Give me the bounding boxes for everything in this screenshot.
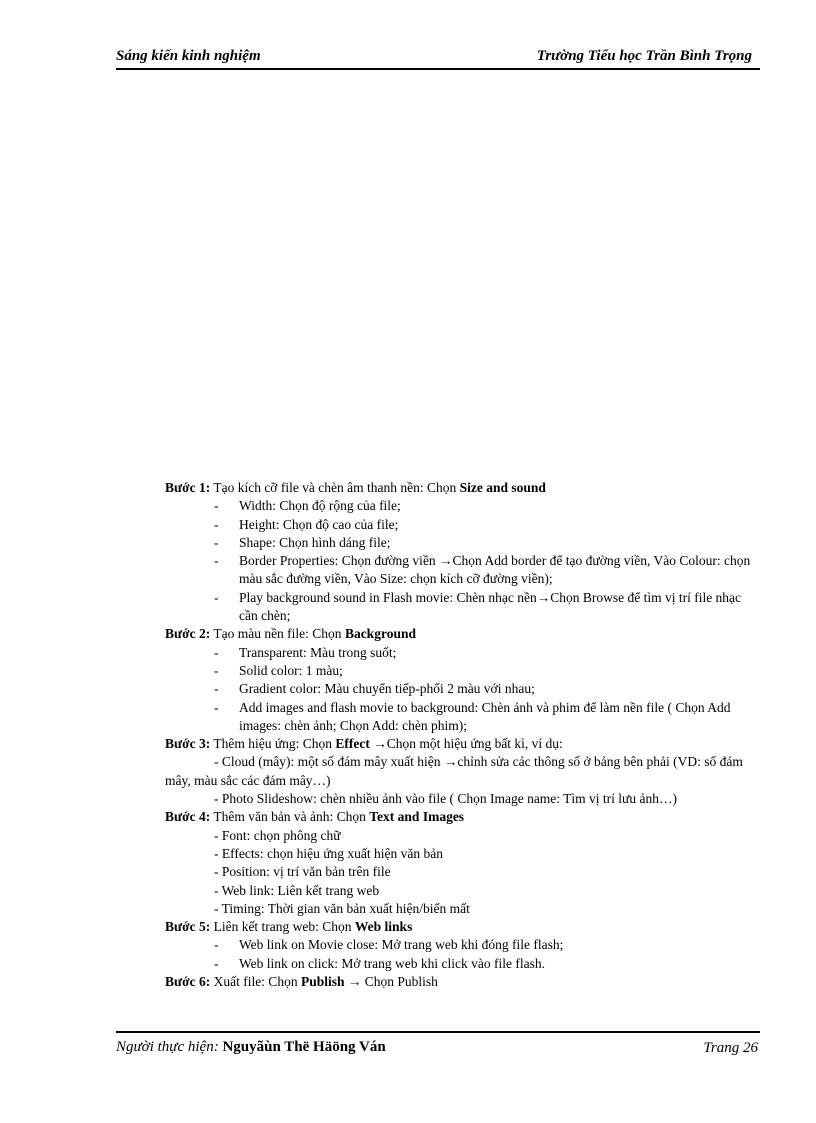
step-text: Thêm văn bản và ảnh: Chọn [210, 809, 370, 825]
list-item: - Transparent: Màu trong suốt; [214, 644, 397, 660]
list-item: - Border Properties: Chọn đường viền →Chọn Add border để tạo đường viền, Vào Colour: chọn màu sắc đường viền, Vào Size: chọn kích cỡ đường viền); [214, 553, 751, 587]
step-keyword: Text and Images [369, 809, 465, 825]
list-item: - Shape: Chọn hình dáng file; [214, 534, 391, 550]
list-item: - Gradient color: Màu chuyển tiếp-phối 2 màu với nhau; [214, 681, 535, 697]
step-text-after: →Chọn một hiệu ứng bất kì, ví dụ: [369, 736, 563, 752]
page-number: Trang 26 [703, 1040, 758, 1056]
step-keyword: Background [344, 626, 416, 642]
step-text: Tạo kích cỡ file và chèn âm thanh nền: Chọn [210, 480, 460, 495]
list-item: - Add images and flash movie to background: Chèn ảnh và phim để làm nền file ( Chọn Add images: chèn ảnh; Chọn Add: chèn phim); [214, 699, 731, 733]
step-text: Liên kết trang web: Chọn [210, 919, 355, 935]
step-keyword: Size and sound [459, 480, 546, 495]
step-6-heading [165, 973, 755, 991]
list-item: - Position: vị trí văn bản trên file [214, 864, 391, 880]
step-3-heading [165, 735, 755, 753]
step-keyword: Publish [300, 974, 345, 990]
list-item: - Timing: Thời gian văn bản xuất hiện/biến mất [214, 900, 470, 916]
list-item: - Solid color: 1 màu; [214, 662, 343, 678]
document-body [165, 479, 755, 991]
step-4-heading [165, 808, 755, 826]
header-divider [116, 68, 760, 70]
step-label: Bước 6: [165, 974, 211, 990]
step-label: Bước 2: [165, 626, 211, 642]
step-3-slideshow: - Photo Slideshow: chèn nhiều ảnh vào file ( Chọn Image name: Tìm vị trí lưu ảnh…) [214, 791, 677, 807]
list-item: - Web link on click: Mở trang web khi click vào file flash. [214, 955, 545, 971]
list-item: - Width: Chọn độ rộng của file; [214, 498, 401, 514]
step-text: Thêm hiệu ứng: Chọn [210, 736, 336, 752]
author-name: Nguyãùn Thë Häöng Ván [218, 1039, 386, 1055]
list-item: - Web link on Movie close: Mở trang web khi đóng file flash; [214, 937, 564, 953]
header-title: Sáng kiến kinh nghiệm [116, 48, 261, 64]
step-text: Tạo màu nền file: Chọn [210, 626, 345, 642]
step-label: Bước 1: [165, 480, 211, 495]
list-item: - Play background sound in Flash movie: Chèn nhạc nền→Chọn Browse để tìm vị trí file nhạc cần chèn; [214, 589, 742, 624]
page-header [116, 46, 760, 68]
step-5-heading [165, 918, 755, 936]
list-item: - Font: chọn phông chữ [214, 827, 341, 843]
list-item: - Effects: chọn hiệu ứng xuất hiện văn bản [214, 845, 443, 861]
step-1-heading [165, 479, 755, 497]
step-text-after: → Chọn Publish [344, 974, 438, 990]
step-label: Bước 4: [165, 809, 211, 825]
header-school: Trường Tiểu học Trần Bình Trọng [536, 48, 752, 64]
author-label: Người thực hiện: [116, 1039, 219, 1055]
step-2-heading [165, 625, 755, 643]
step-label: Bước 5: [165, 919, 211, 935]
step-3-cloud: - Cloud (mây): một số đám mây xuất hiện →chỉnh sửa các thông số ở bảng bên phải (VD: số đám mây, màu sắc các đám mây…) [165, 754, 743, 788]
footer-divider [116, 1031, 760, 1033]
step-label: Bước 3: [165, 736, 211, 752]
step-text: Xuất file: Chọn [210, 974, 301, 990]
step-keyword: Effect [335, 736, 370, 752]
step-keyword: Web links [354, 919, 413, 935]
list-item: - Height: Chọn độ cao của file; [214, 516, 399, 532]
list-item: - Web link: Liên kết trang web [214, 882, 380, 898]
page-footer [116, 1038, 760, 1062]
